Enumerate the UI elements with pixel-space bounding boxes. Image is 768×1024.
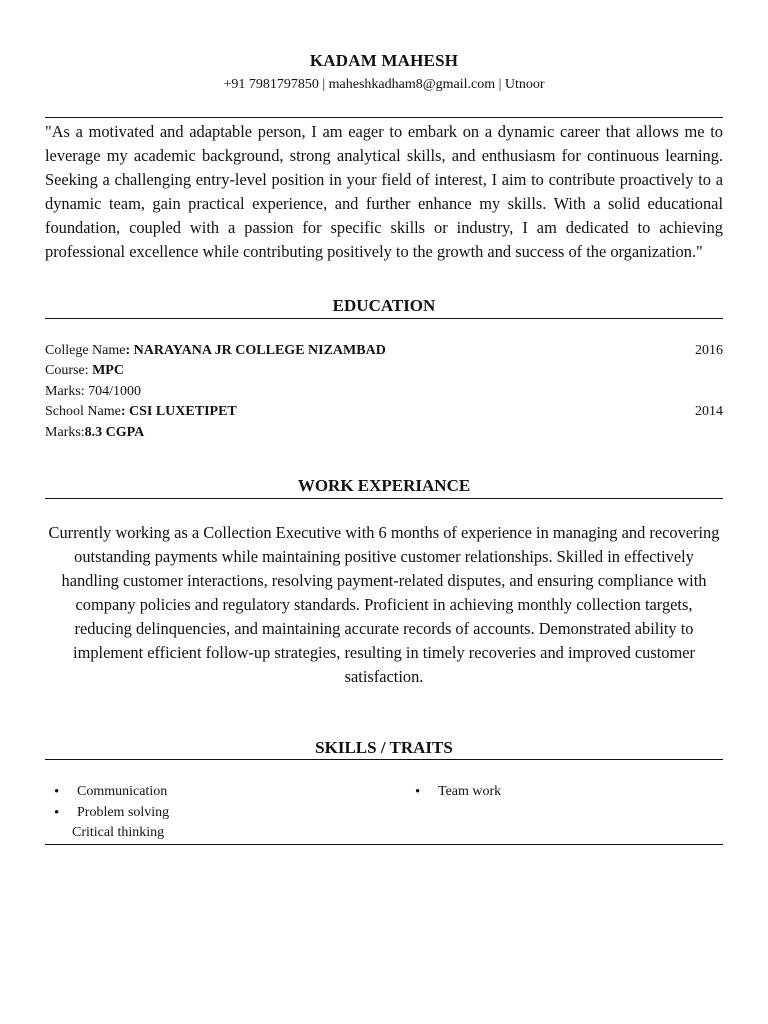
education-divider [45,318,723,319]
course-value: MPC [92,363,124,378]
bullet-icon: • [415,784,421,800]
skill-item [45,823,169,844]
skill-item [45,803,169,824]
skills-right-column [406,782,501,803]
bullet-icon: • [54,784,60,800]
skill-item [45,782,169,803]
work-paragraph: Currently working as a Collection Executive with 6 months of experience in managing and recovering outstanding payments while maintaining positive customer relationships. Skilled in effectively handling customer interactions, resolving payment-related disputes, and ensuring compliance with company policies and regulatory standards. Proficient in achieving monthly collection targets, reducing delinquencies, and maintaining accurate records of accounts. Demonstrated ability to implement efficient follow-up strategies, resulting in timely recoveries and improved customer satisfaction. [48,523,720,686]
course-label: Course: [45,363,93,378]
college-value: : NARAYANA JR COLLEGE NIZAMBAD [125,343,386,358]
school-marks-value: 8.3 CGPA [84,425,145,440]
work-heading: WORK EXPERIANCE [297,476,471,495]
school-label: School Name [45,404,121,419]
school-line [45,402,723,422]
school-value: : CSI LUXETIPET [120,404,237,419]
school-year: 2014 [695,404,723,419]
skill-label: Communication [77,784,168,799]
course-line [45,361,723,381]
school-marks-line [45,423,723,443]
objective-paragraph: "As a motivated and adaptable person, I am eager to embark on a dynamic career that allows me to leverage my academic background, strong analytical skills, and enthusiasm for continuous learning. Seeking a challenging entry-level position in your field of interest, I aim to contribute proactively to a dynamic team, gain practical experience, and further enhance my skills. With a solid educational foundation, coupled with a passion for specific skills or industry, I am dedicated to achieving professional excellence while contributing positively to the growth and success of the organization." [45,122,723,261]
skills-divider [45,759,723,760]
skills-bottom-divider [45,844,723,845]
bullet-icon: • [54,804,60,821]
candidate-name: KADAM MAHESH [309,51,459,70]
college-label: College Name [45,343,126,358]
college-line [45,341,723,361]
header-divider [45,117,723,118]
skill-item [406,782,501,803]
contact-line: +91 7981797850 | maheshkadham8@gmail.com | Utnoor [223,77,545,92]
skill-label: Team work [438,784,502,799]
skills-left-column [45,782,169,844]
work-divider [45,498,723,499]
college-year: 2016 [695,343,723,358]
skill-label: Critical thinking [72,825,165,840]
college-marks-line: Marks: 704/1000 [45,384,142,399]
school-marks-label: Marks: [45,425,85,440]
skills-heading: SKILLS / TRAITS [315,738,453,757]
education-heading: EDUCATION [332,296,436,315]
skill-label: Problem solving [77,804,170,820]
